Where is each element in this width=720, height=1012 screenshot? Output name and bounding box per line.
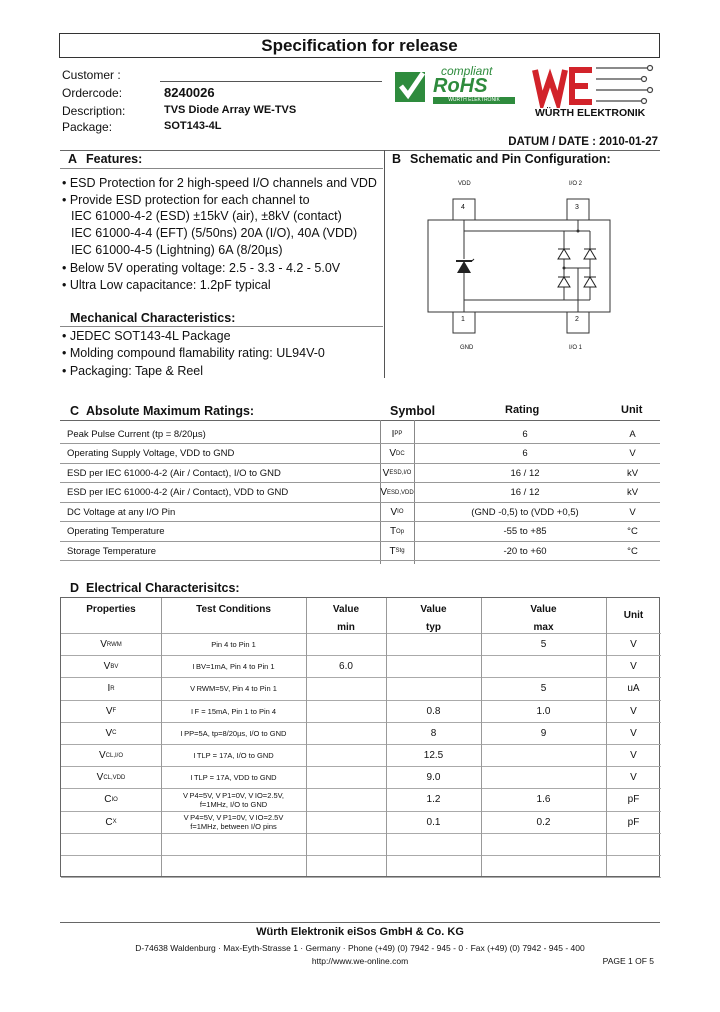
absmax-top-line [60, 420, 660, 421]
elec-unit: V [630, 705, 637, 717]
absmax-unit: kV [626, 467, 639, 479]
elec-header-row [61, 598, 661, 634]
absmax-symbol-main: T [389, 545, 396, 557]
features-letter: A [68, 152, 78, 166]
elec-unit: V [630, 750, 637, 762]
elec-symbol-sub: BV [110, 663, 119, 670]
rohs-text: RoHS [433, 75, 488, 97]
elec-max: 5 [540, 639, 547, 651]
elec-typ: 9.0 [426, 772, 441, 784]
absmax-col-unit: Unit [621, 404, 643, 416]
customer-line [160, 81, 382, 82]
absmax-rating: 16 / 12 [510, 467, 540, 479]
mechanical-item: • Packaging: Tape & Reel [62, 364, 204, 378]
absmax-param: DC Voltage at any I/O Pin [67, 506, 176, 518]
package-label: Package: [62, 120, 113, 134]
absmax-row [60, 523, 660, 542]
elec-condition-line2: f=1MHz, I/O to GND [199, 799, 268, 809]
feature-item: • Provide ESD protection for each channel to [62, 193, 310, 207]
elec-col-unit: Unit [623, 609, 644, 621]
elec-symbol-main: V [96, 772, 104, 784]
elec-unit: uA [627, 683, 640, 695]
absmax-param: ESD per IEC 61000-4-2 (Air / Contact), VDD to GND [67, 487, 289, 498]
absmax-unit: A [629, 428, 636, 440]
elec-max: 0.2 [536, 816, 551, 828]
elec-col-conditions: Test Conditions [196, 603, 271, 615]
elec-unit: pF [627, 816, 640, 828]
elec-heading: Electrical Characterisitcs: [86, 581, 240, 595]
elec-unit: V [630, 727, 637, 739]
elec-symbol-main: C [105, 816, 113, 828]
document-title: Specification for release [59, 33, 660, 58]
elec-condition-line1: V P4=5V, V P1=0V, V IO=2.5V [183, 813, 284, 823]
elec-symbol-main: V [105, 727, 113, 739]
absmax-rating: -55 to +85 [503, 526, 547, 537]
elec-condition-line2: f=1MHz, between I/O pins [190, 822, 277, 832]
elec-condition [161, 789, 306, 810]
elec-symbol [61, 656, 161, 677]
elec-col-divider [606, 598, 607, 876]
schematic-heading: Schematic and Pin Configuration: [410, 152, 611, 166]
elec-symbol-sub: RWM [106, 641, 122, 648]
elec-min [306, 789, 386, 810]
elec-typ [386, 634, 481, 655]
pin-label-gnd: GND [460, 345, 474, 351]
elec-symbol-main: V [98, 750, 106, 762]
elec-condition [161, 745, 306, 766]
elec-max [481, 656, 606, 677]
pin-number-2: 2 [575, 316, 579, 323]
elec-col-divider [161, 598, 162, 876]
elec-symbol-main: V [105, 705, 113, 717]
elec-row [61, 767, 661, 789]
footer-company: Würth Elektronik eiSos GmbH & Co. KG [256, 926, 464, 938]
we-name-text: WÜRTH ELEKTRONIK [535, 107, 646, 119]
footer-url[interactable]: http://www.we-online.com [311, 956, 409, 966]
elec-symbol [61, 789, 161, 810]
elec-symbol [61, 767, 161, 788]
elec-symbol-main: V [103, 661, 111, 673]
pin-number-4: 4 [461, 204, 465, 211]
elec-col-min-2: min [337, 621, 355, 633]
absmax-symbol-main: V [389, 448, 396, 459]
elec-condition [161, 634, 306, 655]
absmax-unit: °C [627, 545, 638, 557]
absmax-symbol-sub: PP [394, 431, 403, 437]
elec-symbol-sub: C [112, 730, 117, 737]
elec-min [306, 767, 386, 788]
absmax-rating: -20 to +60 [503, 545, 547, 557]
elec-max: 9 [540, 727, 547, 739]
elec-condition-line1: V P4=5V, V P1=0V, V IO=2.5V, [182, 790, 285, 800]
elec-symbol [61, 723, 161, 744]
elec-col-typ-2: typ [426, 621, 441, 633]
rohs-logo [393, 66, 517, 106]
elec-symbol [61, 634, 161, 655]
absmax-symbol-sub: Op [396, 528, 405, 535]
absmax-symbol-sub: IO [397, 509, 404, 515]
elec-max: 1.6 [536, 794, 551, 806]
absmax-param: Operating Temperature [67, 526, 165, 537]
elec-typ: 0.8 [426, 705, 441, 717]
elec-min [306, 678, 386, 699]
elec-col-typ-1: Value [420, 603, 447, 615]
pin-label-io2: I/O 2 [569, 181, 583, 187]
absmax-symbol [380, 484, 414, 502]
elec-typ [386, 656, 481, 677]
elec-unit: V [630, 661, 637, 673]
absmax-symbol-sub: DC [396, 450, 405, 457]
pin-label-io1: I/O 1 [569, 345, 583, 351]
feature-item: IEC 61000-4-4 (EFT) (5/50ns) 20A (I/O), 40A (VDD) [71, 226, 358, 240]
elec-condition-line1: I BV=1mA, Pin 4 to Pin 1 [192, 662, 275, 672]
absmax-param: Peak Pulse Current (tp = 8/20µs) [67, 428, 206, 440]
elec-row [61, 656, 661, 678]
absmax-unit: V [629, 448, 636, 459]
elec-row [61, 745, 661, 767]
elec-max: 5 [540, 683, 547, 695]
mechanical-head-line [60, 326, 383, 327]
elec-typ: 1.2 [426, 794, 441, 806]
description-label: Description: [62, 104, 126, 118]
absmax-symbol-sub: ESD,I/O [389, 470, 412, 476]
feature-item: • Below 5V operating voltage: 2.5 - 3.3 - 4.2 - 5.0V [62, 261, 341, 275]
center-divider [384, 150, 385, 378]
elec-table [60, 597, 660, 877]
elec-max: 1.0 [536, 705, 551, 717]
elec-condition [161, 812, 306, 833]
tvs-schematic-icon [420, 175, 620, 355]
elec-condition [161, 701, 306, 722]
mechanical-heading: Mechanical Characteristics: [70, 311, 236, 325]
features-heading: Features: [86, 152, 143, 166]
absmax-symbol-main: I [391, 428, 395, 440]
elec-symbol [61, 701, 161, 722]
elec-symbol-sub: IO [111, 796, 118, 803]
elec-col-divider [306, 598, 307, 876]
elec-condition-line1: I TLP = 17A, I/O to GND [193, 751, 274, 761]
elec-condition-line1: I PP=5A, tp=8/20µs, I/O to GND [180, 728, 287, 738]
absmax-row [60, 425, 660, 444]
elec-row [61, 834, 661, 856]
absmax-unit: V [629, 506, 636, 518]
elec-symbol-main: V [100, 639, 107, 651]
we-logo [530, 62, 660, 120]
elec-symbol [61, 745, 161, 766]
elec-col-max-2: max [533, 621, 554, 633]
ordercode-value: 8240026 [164, 85, 215, 100]
absmax-row [60, 484, 660, 503]
elec-min: 6.0 [339, 661, 353, 673]
we-logo-icon [530, 62, 660, 108]
customer-label: Customer : [62, 68, 121, 82]
elec-col-min-1: Value [332, 603, 360, 615]
elec-typ [386, 678, 481, 699]
elec-min [306, 701, 386, 722]
absmax-symbol-main: V [390, 506, 398, 518]
elec-symbol-sub: CL,I/O [105, 752, 123, 759]
absmax-symbol [380, 523, 414, 541]
elec-typ: 0.1 [426, 816, 441, 828]
absmax-letter: C [70, 404, 80, 418]
elec-row [61, 812, 661, 834]
absmax-rating: 6 [522, 428, 528, 440]
elec-condition-line1: V RWM=5V, Pin 4 to Pin 1 [190, 684, 277, 694]
elec-condition [161, 767, 306, 788]
absmax-param: Operating Supply Voltage, VDD to GND [67, 448, 235, 459]
ordercode-label: Ordercode: [62, 86, 123, 100]
elec-condition-line1: I F = 15mA, Pin 1 to Pin 4 [190, 706, 277, 716]
elec-row [61, 701, 661, 723]
elec-col-properties: Properties [86, 603, 136, 615]
absmax-symbol [380, 464, 414, 482]
absmax-symbol-main: T [389, 526, 397, 537]
mechanical-item: • Molding compound flamability rating: UL94V-0 [62, 346, 325, 360]
elec-row [61, 856, 661, 878]
feature-item: • ESD Protection for 2 high-speed I/O channels and VDD [62, 176, 377, 190]
footer-page: PAGE 1 OF 5 [602, 956, 654, 966]
pin-number-3: 3 [575, 204, 579, 211]
feature-item: IEC 61000-4-2 (ESD) ±15kV (air), ±8kV (contact) [71, 209, 342, 223]
elec-condition-line1: I TLP = 17A, VDD to GND [190, 773, 277, 783]
elec-col-max-1: Value [530, 603, 557, 615]
package-value: SOT143-4L [164, 120, 222, 132]
schematic-letter: B [392, 152, 402, 166]
absmax-row [60, 503, 660, 522]
release-date: DATUM / DATE : 2010-01-27 [508, 136, 658, 148]
elec-row [61, 789, 661, 811]
elec-min [306, 723, 386, 744]
elec-max [481, 767, 606, 788]
absmax-heading: Absolute Maximum Ratings: [86, 404, 255, 418]
elec-symbol-sub: F [112, 708, 117, 715]
absmax-col-rating: Rating [505, 404, 540, 416]
absmax-unit: °C [627, 526, 638, 537]
footer-address: D-74638 Waldenburg · Max-Eyth-Strasse 1 · Germany · Phone (+49) (0) 7942 - 945 - 0 · Fax (+49) (0) 7942 - 945 - 400 [135, 943, 585, 953]
elec-symbol [61, 812, 161, 833]
elec-min [306, 812, 386, 833]
elec-row [61, 678, 661, 700]
elec-symbol [61, 678, 161, 699]
elec-typ: 8 [430, 727, 437, 739]
description-value: TVS Diode Array WE-TVS [164, 104, 297, 116]
mechanical-item: • JEDEC SOT143-4L Package [62, 329, 231, 343]
absmax-rating: (GND -0,5) to (VDD +0,5) [471, 506, 579, 518]
elec-row [61, 723, 661, 745]
elec-row [61, 634, 661, 656]
elec-symbol-sub: X [112, 819, 117, 826]
absmax-symbol-sub: ESD,VDD [387, 489, 414, 496]
elec-min [306, 634, 386, 655]
absmax-symbol-sub: Stg [395, 548, 405, 554]
elec-letter: D [70, 581, 80, 595]
rohs-compliant-text: compliant [441, 64, 493, 78]
features-head-line [60, 168, 383, 169]
elec-unit: V [630, 639, 637, 651]
elec-condition [161, 723, 306, 744]
feature-item: • Ultra Low capacitance: 1.2pF typical [62, 278, 271, 292]
elec-symbol-sub: CL,VDD [103, 774, 126, 781]
elec-col-divider [386, 598, 387, 876]
elec-typ: 12.5 [423, 750, 444, 762]
absmax-unit: kV [626, 487, 639, 498]
schematic-diagram [420, 175, 620, 355]
absmax-row [60, 445, 660, 464]
elec-symbol-main: I [107, 683, 111, 695]
pin-label-vdd: VDD [458, 181, 471, 187]
absmax-symbol-main: V [382, 467, 390, 479]
elec-symbol-sub: R [110, 685, 115, 692]
absmax-param: ESD per IEC 61000-4-2 (Air / Contact), I/O to GND [67, 467, 281, 479]
absmax-symbol [380, 425, 414, 443]
elec-unit: pF [627, 794, 640, 806]
footer-line [60, 922, 660, 923]
elec-condition [161, 678, 306, 699]
absmax-row [60, 464, 660, 483]
absmax-param: Storage Temperature [67, 545, 157, 557]
absmax-row [60, 542, 660, 561]
absmax-symbol [380, 445, 414, 463]
absmax-col-symbol: Symbol [390, 404, 436, 418]
absmax-rating: 16 / 12 [510, 487, 540, 498]
elec-symbol-main: C [104, 794, 112, 806]
elec-col-divider [481, 598, 482, 876]
elec-unit: V [630, 772, 637, 784]
absmax-symbol-main: V [380, 487, 387, 498]
elec-max [481, 745, 606, 766]
elec-condition-line1: Pin 4 to Pin 1 [211, 640, 256, 650]
elec-condition [161, 656, 306, 677]
absmax-rating: 6 [522, 448, 528, 459]
absmax-symbol [380, 542, 414, 560]
rohs-sub-text: WÜRTH ELEKTRONIK [433, 97, 515, 104]
feature-item: IEC 61000-4-5 (Lightning) 6A (8/20µs) [71, 243, 283, 257]
elec-min [306, 745, 386, 766]
top-divider [60, 150, 660, 151]
pin-number-1: 1 [461, 316, 465, 323]
absmax-symbol [380, 503, 414, 521]
